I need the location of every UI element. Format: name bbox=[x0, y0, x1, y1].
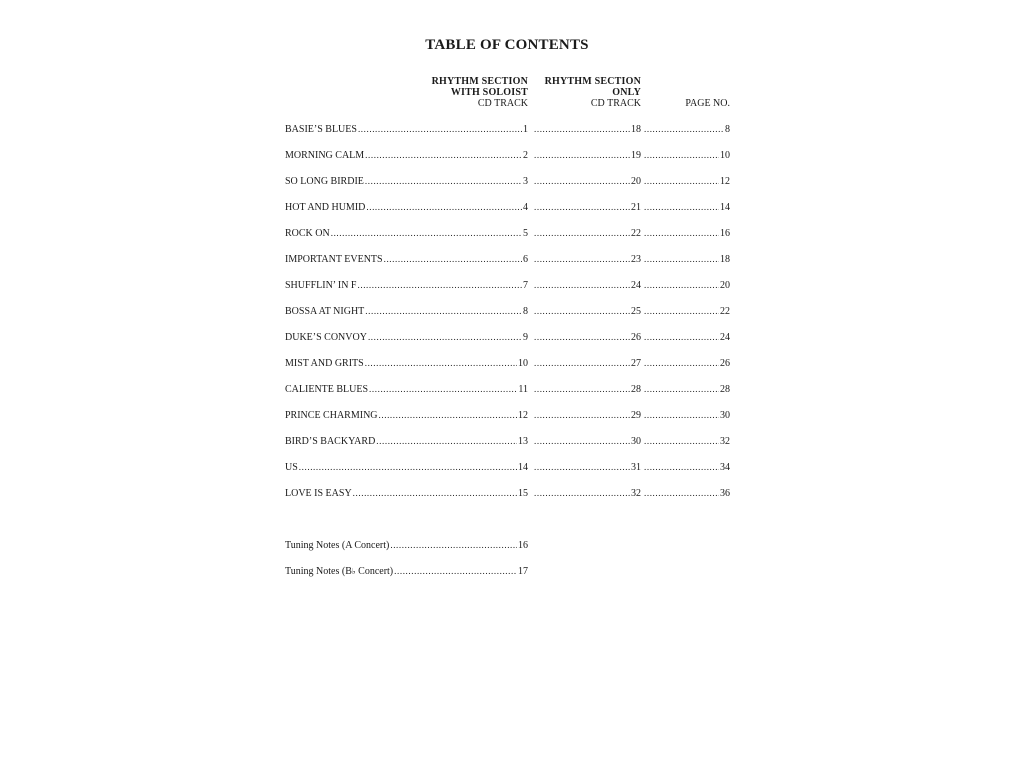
track-rhythm: 19 bbox=[631, 150, 641, 161]
dot-leader bbox=[365, 358, 517, 368]
dot-leader bbox=[358, 280, 523, 290]
dot-leader bbox=[534, 254, 630, 264]
dot-leader bbox=[376, 436, 517, 446]
column-header-line: CD TRACK bbox=[590, 98, 641, 109]
track-rhythm: 21 bbox=[631, 202, 641, 213]
track-rhythm: 20 bbox=[631, 176, 641, 187]
dot-leader bbox=[384, 254, 522, 264]
page-number: 12 bbox=[720, 176, 730, 187]
track-soloist: 14 bbox=[518, 462, 528, 473]
entry-title: BOSSA AT NIGHT bbox=[285, 306, 365, 317]
dot-leader bbox=[534, 358, 630, 368]
flat-sign: ♭ bbox=[351, 567, 356, 576]
track-rhythm: 22 bbox=[631, 228, 641, 239]
dot-leader bbox=[644, 150, 719, 160]
dot-leader bbox=[534, 462, 630, 472]
page-number: 26 bbox=[720, 358, 730, 369]
track-rhythm: 32 bbox=[631, 488, 641, 499]
column-header-line: RHYTHM SECTION bbox=[431, 76, 528, 87]
track-rhythm: 27 bbox=[631, 358, 641, 369]
track-soloist: 4 bbox=[523, 202, 528, 213]
dot-leader bbox=[365, 150, 522, 160]
track-number: 16 bbox=[518, 540, 528, 551]
track-number: 17 bbox=[518, 566, 528, 577]
page-number: 36 bbox=[720, 488, 730, 499]
dot-leader bbox=[644, 176, 719, 186]
page-number: 30 bbox=[720, 410, 730, 421]
page-number: 32 bbox=[720, 436, 730, 447]
dot-leader bbox=[365, 306, 522, 316]
dot-leader bbox=[534, 306, 630, 316]
track-soloist: 9 bbox=[523, 332, 528, 343]
dot-leader bbox=[644, 280, 719, 290]
dot-leader bbox=[358, 124, 522, 134]
dot-leader bbox=[390, 540, 517, 550]
dot-leader bbox=[534, 488, 630, 498]
dot-leader bbox=[299, 462, 517, 472]
dot-leader bbox=[644, 332, 719, 342]
dot-leader bbox=[644, 358, 719, 368]
track-soloist: 8 bbox=[523, 306, 528, 317]
track-rhythm: 29 bbox=[631, 410, 641, 421]
dot-leader bbox=[369, 384, 517, 394]
column-header-line: WITH SOLOIST bbox=[450, 87, 528, 98]
entry-title: HOT AND HUMID bbox=[285, 202, 366, 213]
track-soloist: 6 bbox=[523, 254, 528, 265]
track-soloist: 1 bbox=[523, 124, 528, 135]
track-rhythm: 30 bbox=[631, 436, 641, 447]
track-rhythm: 24 bbox=[631, 280, 641, 291]
dot-leader bbox=[644, 306, 719, 316]
entry-title: MIST AND GRITS bbox=[285, 358, 364, 369]
entry-title: PRINCE CHARMING bbox=[285, 410, 378, 421]
dot-leader bbox=[644, 384, 719, 394]
track-soloist: 10 bbox=[518, 358, 528, 369]
dot-leader bbox=[644, 410, 719, 420]
track-soloist: 11 bbox=[518, 384, 528, 395]
track-rhythm: 23 bbox=[631, 254, 641, 265]
dot-leader bbox=[644, 202, 719, 212]
entry-title: DUKE’S CONVOY bbox=[285, 332, 367, 343]
column-header-line: RHYTHM SECTION bbox=[544, 76, 641, 87]
dot-leader bbox=[534, 410, 630, 420]
dot-leader bbox=[365, 176, 522, 186]
dot-leader bbox=[644, 254, 719, 264]
dot-leader bbox=[534, 332, 630, 342]
column-header-line: ONLY bbox=[612, 87, 641, 98]
track-soloist: 12 bbox=[518, 410, 528, 421]
track-soloist: 13 bbox=[518, 436, 528, 447]
entry-title: BIRD’S BACKYARD bbox=[285, 436, 376, 447]
dot-leader bbox=[353, 488, 517, 498]
entry-title: LOVE IS EASY bbox=[285, 488, 352, 499]
track-rhythm: 31 bbox=[631, 462, 641, 473]
track-rhythm: 28 bbox=[631, 384, 641, 395]
dot-leader bbox=[331, 228, 522, 238]
column-header-rhythm-only bbox=[545, 76, 641, 109]
page-number: 18 bbox=[720, 254, 730, 265]
dot-leader bbox=[534, 176, 630, 186]
dot-leader bbox=[534, 384, 630, 394]
dot-leader bbox=[534, 280, 630, 290]
dot-leader bbox=[644, 124, 724, 134]
track-soloist: 5 bbox=[523, 228, 528, 239]
dot-leader bbox=[379, 410, 517, 420]
entry-title: MORNING CALM bbox=[285, 150, 365, 161]
dot-leader bbox=[534, 124, 630, 134]
page-number: 8 bbox=[725, 124, 730, 135]
dot-leader bbox=[644, 462, 719, 472]
column-header-with-soloist bbox=[432, 76, 528, 109]
entry-title: SO LONG BIRDIE bbox=[285, 176, 364, 187]
entry-title: IMPORTANT EVENTS bbox=[285, 254, 383, 265]
track-rhythm: 18 bbox=[631, 124, 641, 135]
track-rhythm: 26 bbox=[631, 332, 641, 343]
track-rhythm: 25 bbox=[631, 306, 641, 317]
track-soloist: 2 bbox=[523, 150, 528, 161]
column-header-line: CD TRACK bbox=[477, 98, 528, 109]
page-number: 22 bbox=[720, 306, 730, 317]
dot-leader bbox=[644, 488, 719, 498]
dot-leader bbox=[644, 228, 719, 238]
entry-title: BASIE’S BLUES bbox=[285, 124, 357, 135]
column-header-line: PAGE NO. bbox=[685, 98, 730, 109]
dot-leader bbox=[534, 228, 630, 238]
page-title: TABLE OF CONTENTS bbox=[425, 37, 589, 53]
dot-leader bbox=[644, 436, 719, 446]
dot-leader bbox=[534, 436, 630, 446]
dot-leader bbox=[394, 566, 517, 576]
entry-title: Tuning Notes (B♭ Concert) bbox=[285, 566, 394, 577]
entry-title: Tuning Notes (A Concert) bbox=[285, 540, 390, 551]
dot-leader bbox=[534, 150, 630, 160]
entry-title: US bbox=[285, 462, 298, 473]
page-number: 24 bbox=[720, 332, 730, 343]
track-soloist: 7 bbox=[523, 280, 528, 291]
page-number: 34 bbox=[720, 462, 730, 473]
entry-title: CALIENTE BLUES bbox=[285, 384, 369, 395]
track-soloist: 3 bbox=[523, 176, 528, 187]
dot-leader bbox=[534, 202, 630, 212]
page-number: 28 bbox=[720, 384, 730, 395]
page-number: 16 bbox=[720, 228, 730, 239]
column-header-page-no bbox=[685, 98, 730, 109]
entry-title: ROCK ON bbox=[285, 228, 330, 239]
dot-leader bbox=[368, 332, 522, 342]
entry-title: SHUFFLIN’ IN F bbox=[285, 280, 357, 291]
page-number: 20 bbox=[720, 280, 730, 291]
page-number: 14 bbox=[720, 202, 730, 213]
track-soloist: 15 bbox=[518, 488, 528, 499]
dot-leader bbox=[366, 202, 522, 212]
page-number: 10 bbox=[720, 150, 730, 161]
